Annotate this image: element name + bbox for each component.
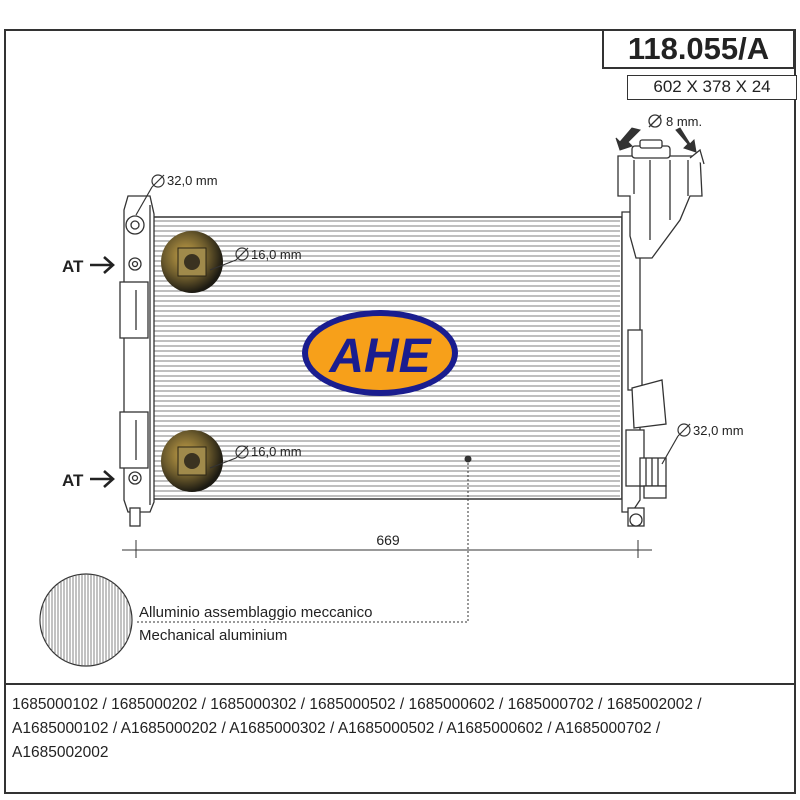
- oe-codes-line-2: A1685000102 / A1685000202 / A1685000302 / A1685000502 / A1685000602 / A1685000702 /: [12, 720, 661, 737]
- bleed-screw-label: 8 mm.: [666, 114, 703, 129]
- legend-english: Mechanical aluminium: [139, 627, 288, 644]
- expansion-tank: [618, 140, 704, 258]
- oe-code-list: [4, 683, 796, 761]
- part-number: 118.055/A: [602, 29, 795, 69]
- top-left-connection-label: 32,0 mm: [167, 173, 218, 188]
- legend-italian: Alluminio assemblaggio meccanico: [139, 604, 373, 621]
- oe-codes-line-1: 1685000102 / 1685000202 / 1685000302 / 1685000502 / 1685000602 / 1685000702 / 1685002002 /: [12, 696, 702, 713]
- oe-codes-line-3: A1685002002: [12, 744, 109, 761]
- logo-text: AHE: [329, 330, 431, 383]
- at-lower-label: AT: [62, 471, 84, 490]
- fitting-lower-icon: [161, 430, 223, 492]
- at-upper-label: AT: [62, 257, 84, 276]
- dimensions: 602 X 378 X 24: [627, 75, 797, 100]
- fitting-upper-icon: [161, 231, 223, 293]
- at-arrow-icons: [90, 257, 113, 487]
- left-tank: [120, 196, 154, 526]
- fitting-lower-label: 16,0 mm: [251, 444, 302, 459]
- width-label: 669: [376, 532, 400, 548]
- right-connection-label: 32,0 mm: [693, 423, 744, 438]
- legend-fin-sample: [40, 570, 133, 670]
- right-tank: [622, 212, 666, 526]
- ahe-logo: [302, 310, 458, 396]
- fitting-upper-label: 16,0 mm: [251, 247, 302, 262]
